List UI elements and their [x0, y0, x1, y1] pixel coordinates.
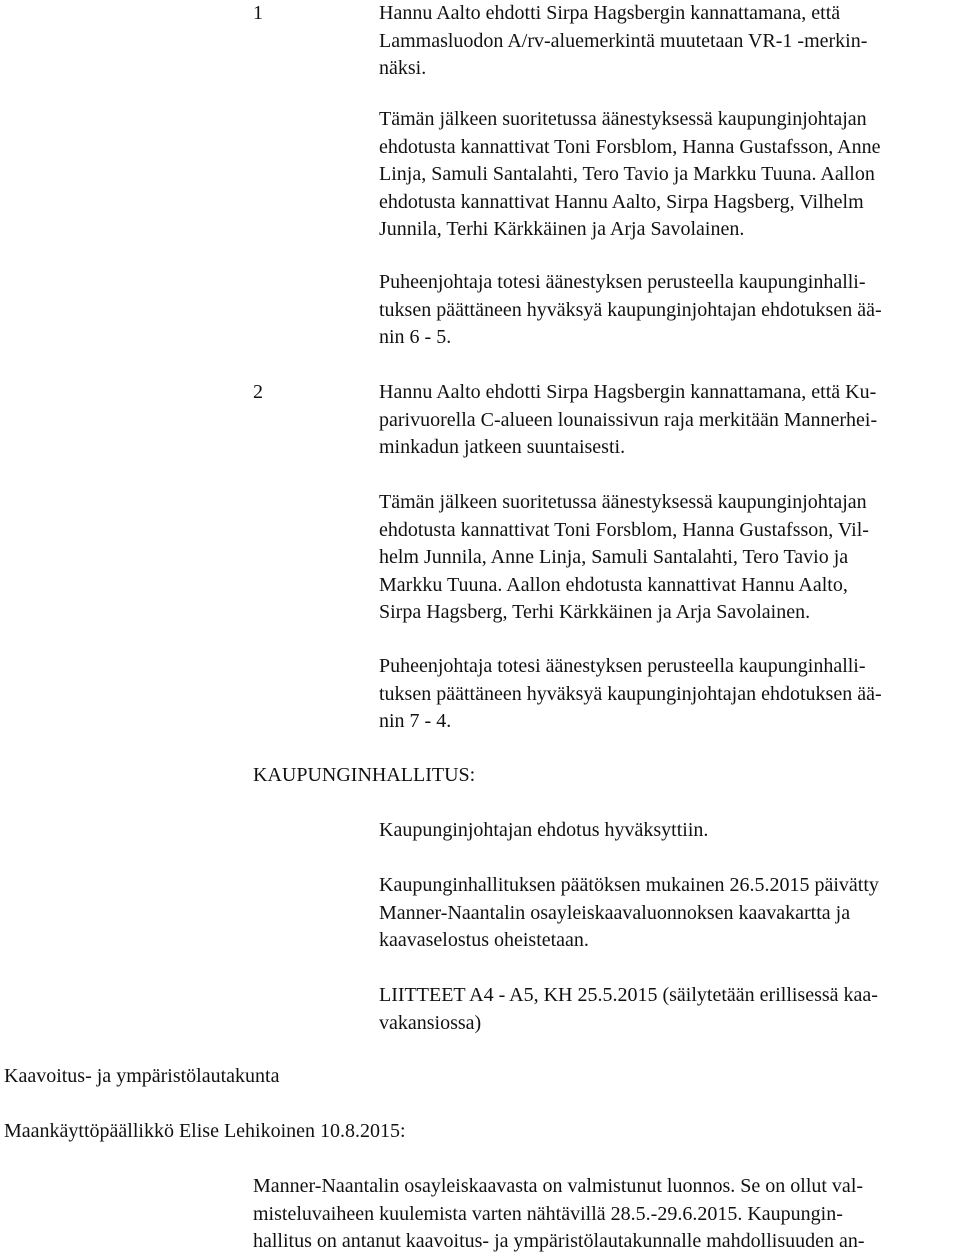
text-line: näksi. [379, 57, 427, 79]
text-line: Tämän jälkeen suoritetussa äänestyksessä kaupunginjohtajan [379, 108, 867, 130]
attachments-paragraph [379, 982, 878, 1037]
item1-result-paragraph [379, 269, 882, 352]
item-number: 2 [253, 381, 263, 403]
board-decision: Kaupunginjohtajan ehdotus hyväksyttiin. [379, 819, 709, 841]
text-line: LIITTEET A4 - A5, KH 25.5.2015 (säilytetään erillisessä kaa- [379, 984, 878, 1006]
text-line: Markku Tuuna. Aallon ehdotusta kannattivat Hannu Aalto, [379, 573, 848, 596]
text-line: Hannu Aalto ehdotti Sirpa Hagsbergin kannattamana, että Ku- [379, 381, 877, 403]
text-line: ehdotusta kannattivat Hannu Aalto, Sirpa Hagsberg, Vilhelm [379, 190, 864, 213]
text-line: nin 6 - 5. [379, 326, 452, 348]
text-line: Linja, Samuli Santalahti, Tero Tavio ja Markku Tuuna. Aallon [379, 163, 875, 185]
official-line: Maankäyttöpäällikkö Elise Lehikoinen 10.8.2015: [4, 1120, 406, 1142]
text-line: helm Junnila, Anne Linja, Samuli Santalahti, Tero Tavio ja [379, 546, 849, 568]
item2-vote-paragraph [379, 489, 869, 627]
text-line: hallitus on antanut kaavoitus- ja ympäristölautakunnalle mahdollisuuden an- [253, 1230, 865, 1252]
text-line: minkadun jatkeen suuntaisesti. [379, 436, 626, 458]
item1-proposal [379, 0, 867, 83]
item2-proposal [379, 379, 877, 462]
item1-vote-paragraph [379, 106, 881, 244]
text-line: Manner-Naantalin osayleiskaavaluonnoksen kaavakartta ja [379, 901, 851, 924]
text-line: Puheenjohtaja totesi äänestyksen perusteella kaupunginhalli- [379, 271, 866, 293]
text-line: Junnila, Terhi Kärkkäinen ja Arja Savolainen. [379, 218, 745, 240]
text-line: parivuorella C-alueen lounaissivun raja merkitään Mannerhei- [379, 408, 878, 431]
text-line: ehdotusta kannattivat Toni Forsblom, Hanna Gustafsson, Vil- [379, 518, 869, 541]
text-line: misteluvaiheen kuulemista varten nähtävillä 28.5.-29.6.2015. Kaupungin- [253, 1202, 843, 1225]
board-heading: KAUPUNGINHALLITUS: [253, 764, 476, 786]
board-update-paragraph [379, 872, 879, 955]
text-line: Tämän jälkeen suoritetussa äänestyksessä kaupunginjohtajan [379, 491, 867, 513]
item2-result-paragraph [379, 653, 882, 736]
text-line: Manner-Naantalin osayleiskaavasta on valmistunut luonnos. Se on ollut val- [253, 1175, 864, 1197]
text-line: ehdotusta kannattivat Toni Forsblom, Hanna Gustafsson, Anne [379, 135, 881, 158]
text-line: Puheenjohtaja totesi äänestyksen perusteella kaupunginhalli- [379, 655, 866, 677]
text-line: Sirpa Hagsberg, Terhi Kärkkäinen ja Arja Savolainen. [379, 601, 811, 623]
text-line: kaavaselostus oheistetaan. [379, 929, 589, 951]
text-line: tuksen päättäneen hyväksyä kaupunginjohtajan ehdotuksen ää- [379, 298, 882, 321]
text-line: Kaupunginhallituksen päätöksen mukainen 26.5.2015 päivätty [379, 874, 879, 896]
text-line: Hannu Aalto ehdotti Sirpa Hagsbergin kannattamana, että [379, 2, 841, 24]
text-line: nin 7 - 4. [379, 710, 452, 732]
item-number: 1 [253, 2, 263, 24]
text-line: Lammasluodon A/rv-aluemerkintä muutetaan VR-1 -merkin- [379, 29, 868, 52]
text-line: tuksen päättäneen hyväksyä kaupunginjohtajan ehdotuksen ää- [379, 682, 882, 705]
text-line: vakansiossa) [379, 1011, 482, 1034]
committee-body-paragraph [253, 1173, 865, 1256]
committee-heading: Kaavoitus- ja ympäristölautakunta [4, 1065, 280, 1087]
